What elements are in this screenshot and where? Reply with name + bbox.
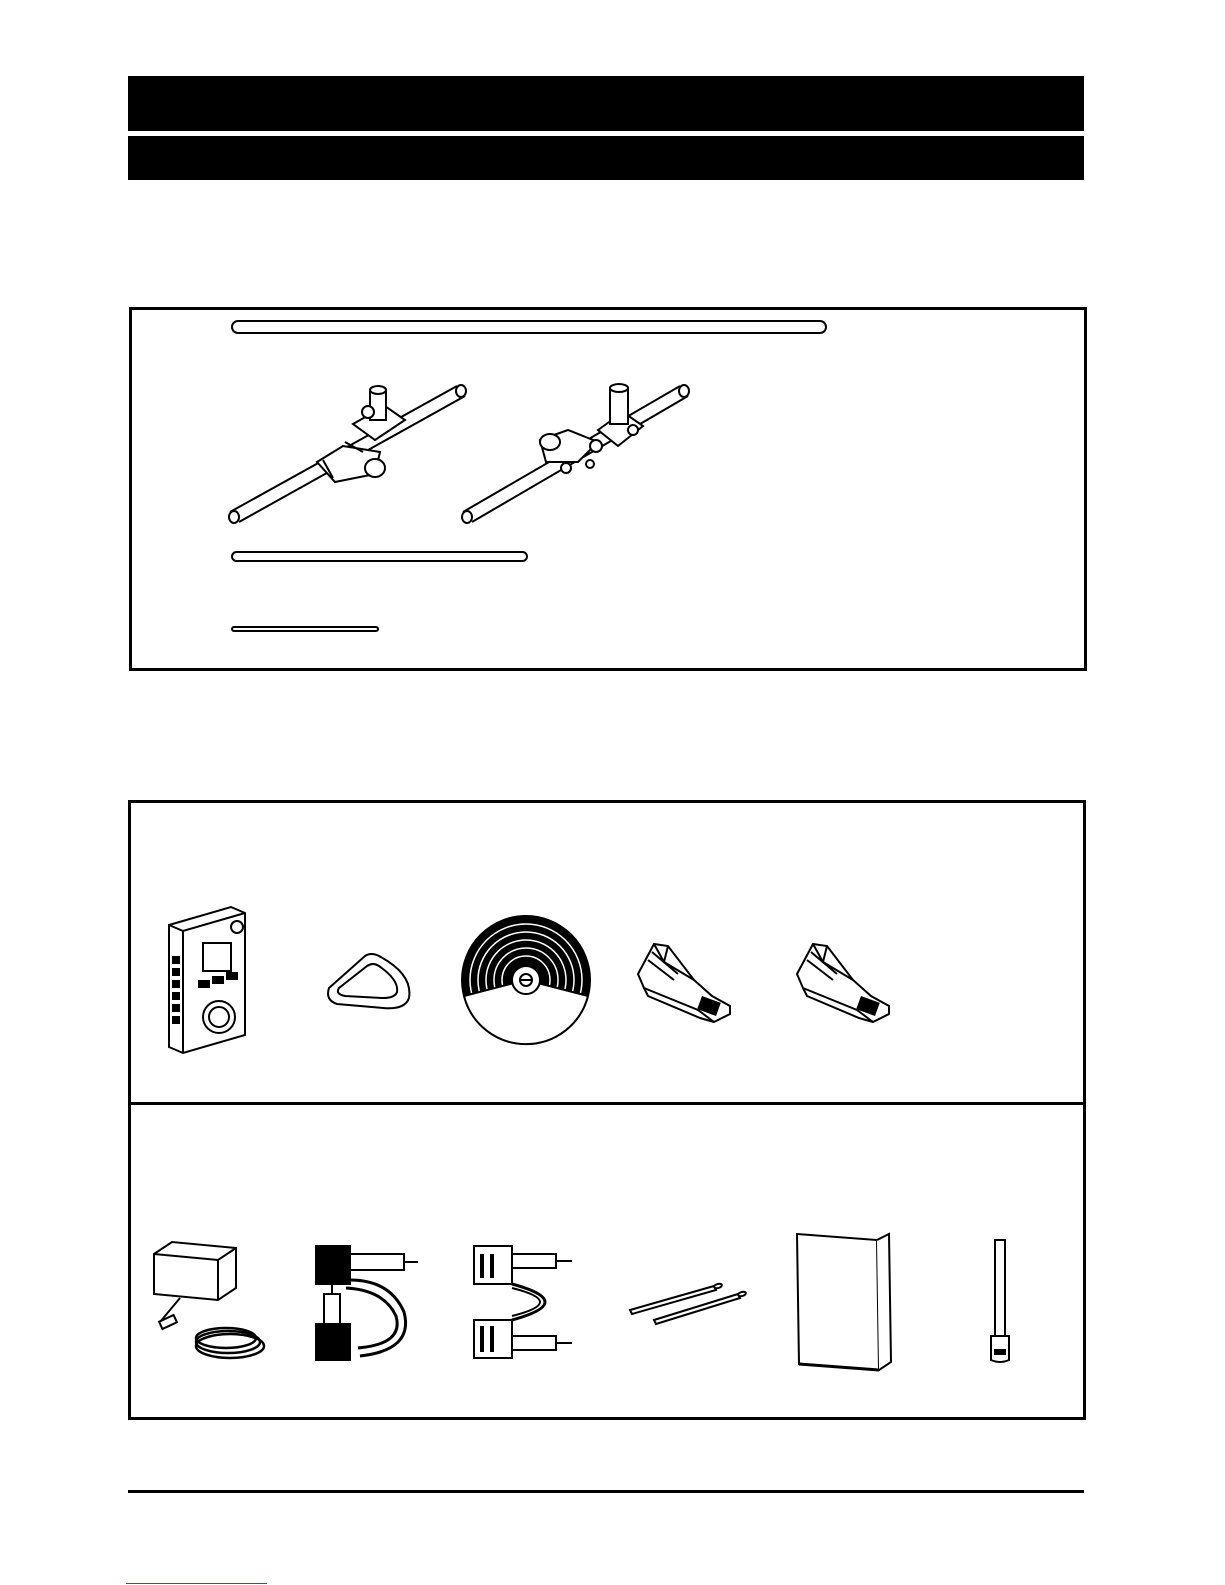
manual-icon <box>793 1230 893 1375</box>
cymbal-pad-icon <box>460 914 592 1046</box>
hihat-pedal-icon <box>793 940 893 1025</box>
audio-cable-icon <box>310 1240 430 1365</box>
rack-subheading-placeholder <box>231 551 528 562</box>
accessories-divider <box>128 1102 1086 1105</box>
drum-module-icon <box>163 905 251 1055</box>
power-adapter-icon <box>150 1240 270 1365</box>
drumsticks-icon <box>626 1280 751 1325</box>
rack-clamp-right-icon <box>458 382 703 527</box>
kick-pedal-icon <box>634 940 734 1025</box>
dual-cable-icon <box>468 1240 588 1365</box>
pad-spacer-icon <box>323 952 418 1012</box>
rack-clamp-left-icon <box>225 382 470 527</box>
header-title-bar <box>128 76 1084 131</box>
footer-rule <box>128 1490 1084 1493</box>
footer-link-underline[interactable] <box>126 1583 267 1584</box>
header-subtitle-bar <box>128 136 1084 180</box>
rack-note-placeholder <box>231 626 379 632</box>
cable-tie-icon <box>985 1236 1015 1366</box>
accessories-panel <box>128 800 1086 1420</box>
rack-heading-placeholder <box>231 320 827 334</box>
